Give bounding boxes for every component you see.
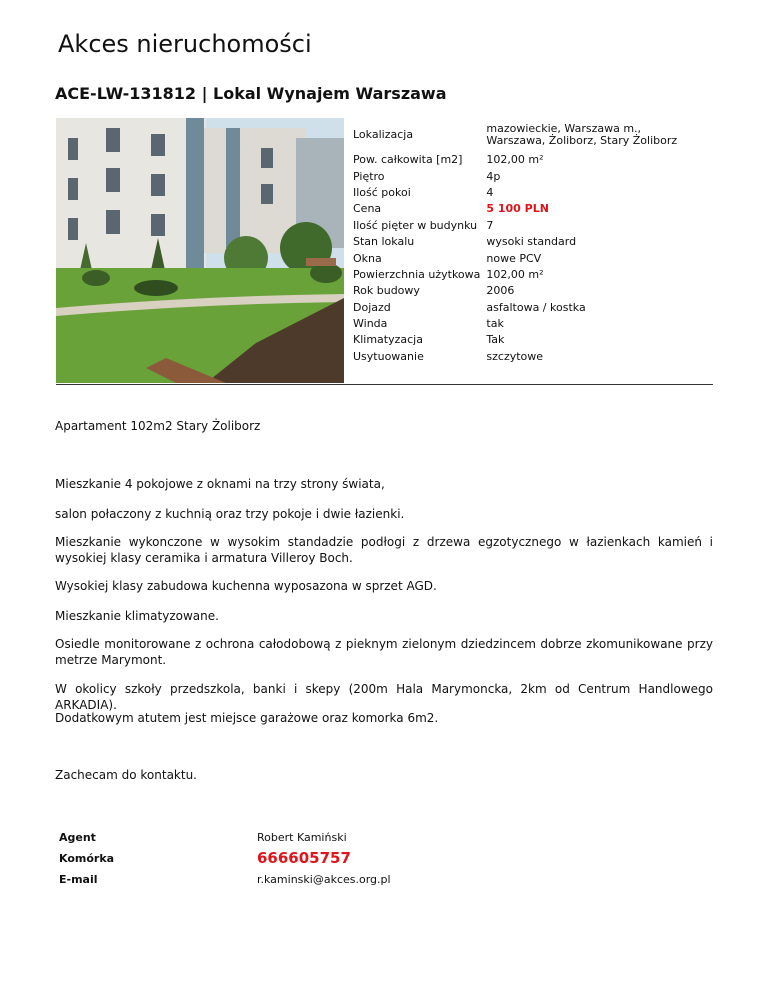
email-link[interactable]: r.kaminski@akces.org.pl: [257, 872, 391, 886]
spec-label: Pow. całkowita [m2]: [353, 153, 463, 167]
spec-row: [350, 185, 703, 201]
spec-label: Ilość pięter w budynku: [353, 218, 478, 232]
spec-row: [350, 201, 703, 217]
description-paragraph: salon połaczony z kuchnią oraz trzy pokoje i dwie łazienki.: [55, 507, 405, 521]
spec-row: [350, 332, 703, 348]
spec-label: Cena: [353, 202, 382, 216]
spec-label: Okna: [353, 251, 382, 265]
spec-value: tak: [486, 317, 504, 331]
site-brand: Akces nieruchomości: [58, 30, 312, 58]
spec-value: szczytowe: [486, 349, 544, 363]
spec-row: [350, 152, 703, 168]
spec-label: Stan lokalu: [353, 235, 415, 249]
spec-label: Dojazd: [353, 300, 391, 314]
mobile-number[interactable]: 666605757: [257, 849, 351, 867]
spec-value: 4p: [486, 169, 501, 183]
description-paragraph: W okolicy szkoły przedszkola, banki i skepy (200m Hala Marymoncka, 2km od Centrum Handlowego ARKADIA).: [55, 682, 713, 712]
spec-value: 102,00 m²: [486, 153, 544, 167]
spec-row: [350, 267, 703, 283]
description-paragraph: Osiedle monitorowane z ochrona całodobową z pieknym zielonym dziedzincem dobrze zkomunikowane przy metrze Marymont.: [55, 637, 713, 667]
spec-value: nowe PCV: [486, 251, 542, 265]
spec-value: 102,00 m²: [486, 267, 544, 281]
spec-value: Tak: [486, 333, 505, 347]
spec-row: [350, 168, 703, 184]
spec-label: Rok budowy: [353, 284, 420, 298]
spec-row: [350, 300, 703, 316]
spec-row: [350, 283, 703, 299]
agent-name: Robert Kamiński: [257, 830, 347, 844]
spec-row: [350, 218, 703, 234]
spec-row: [350, 349, 703, 365]
price-value: 5 100 PLN: [486, 202, 549, 216]
spec-row: [350, 250, 703, 266]
section-divider: [56, 384, 713, 385]
spec-label: Powierzchnia użytkowa: [353, 267, 481, 281]
property-specs-table: [350, 118, 703, 365]
spec-value: asfaltowa / kostka: [486, 300, 586, 314]
spec-value: wysoki standard: [486, 235, 577, 249]
spec-value: 2006: [486, 284, 515, 298]
spec-row: [350, 234, 703, 250]
spec-value: 7: [486, 218, 494, 232]
spec-label: Lokalizacja: [353, 128, 414, 141]
description-paragraph: Mieszkanie klimatyzowane.: [55, 609, 219, 623]
spec-row: [350, 118, 703, 152]
agent-label: Agent: [59, 830, 96, 844]
description-paragraph: Dodatkowym atutem jest miejsce garażowe oraz komorka 6m2.: [55, 711, 439, 725]
spec-value: 4: [486, 185, 494, 199]
spec-value: mazowieckie, Warszawa m., Warszawa, Żoliborz, Stary Żoliborz: [486, 122, 678, 147]
property-photo: [56, 118, 344, 383]
spec-label: Ilość pokoi: [353, 185, 411, 199]
description-paragraph: Mieszkanie wykonczone w wysokim standadzie podłogi z drzewa egzotycznego w łazienkach kamień i wysokiej klasy ceramika i armatura Villeroy Boch.: [55, 535, 713, 565]
spec-label: Winda: [353, 317, 388, 331]
listing-title: ACE-LW-131812 | Lokal Wynajem Warszawa: [55, 84, 447, 103]
agent-contact-table: [55, 826, 395, 890]
description-paragraph: Wysokiej klasy zabudowa kuchenna wyposazona w sprzet AGD.: [55, 579, 437, 593]
spec-label: Usytuowanie: [353, 349, 424, 363]
spec-row: [350, 316, 703, 332]
description-closing: Zachecam do kontaktu.: [55, 768, 197, 782]
email-label: E-mail: [59, 872, 98, 886]
mobile-label: Komórka: [59, 851, 115, 865]
description-paragraph: Mieszkanie 4 pokojowe z oknami na trzy strony świata,: [55, 477, 385, 491]
spec-label: Klimatyzacja: [353, 333, 423, 347]
description-headline: Apartament 102m2 Stary Żoliborz: [55, 419, 261, 433]
spec-label: Piętro: [353, 169, 385, 183]
